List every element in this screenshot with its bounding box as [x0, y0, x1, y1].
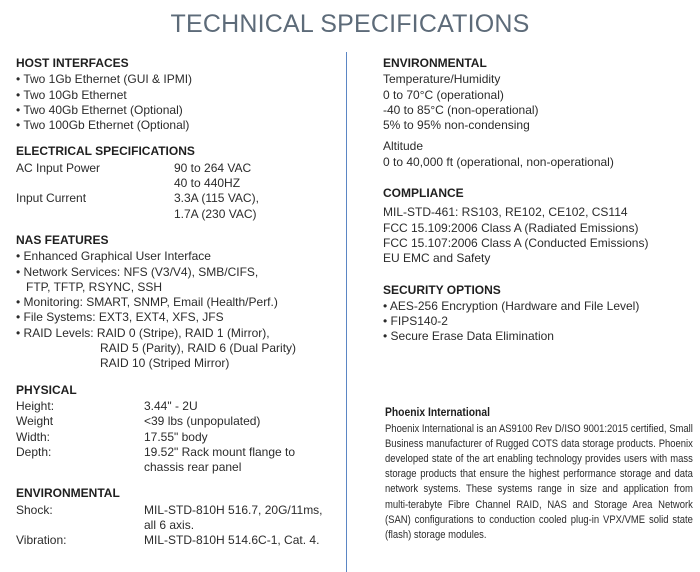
- nas-feature-item: • Monitoring: SMART, SNMP, Email (Health/Perf.): [16, 295, 341, 310]
- host-interface-item: • Two 10Gb Ethernet: [16, 88, 341, 103]
- temperature-line: 0 to 70°C (operational): [383, 87, 504, 102]
- compliance-item: MIL-STD-461: RS103, RE102, CE102, CS114: [383, 205, 628, 220]
- environmental-right-section: [383, 56, 693, 170]
- nas-feature-item: • Enhanced Graphical User Interface: [16, 249, 341, 264]
- compliance-heading: COMPLIANCE: [383, 186, 464, 201]
- company-description: Phoenix International is an AS9100 Rev D/ISO 9001:2015 certified, Small Business manufacturer of Rugged COTS data storage products. Phoenix developed state of the art enabling technology provides users with mass storage products that ensure the highest performance storage and data network systems. These systems range in size and application from multi-terabyte Fibre Channel RAID, NAS and Storage Area Network (SAN) configurations to conduction cooled plug-in VPX/VME solid state (flash) storage modules.: [385, 423, 693, 541]
- company-blurb: [385, 405, 693, 543]
- temperature-line: -40 to 85°C (non-operational): [383, 102, 539, 117]
- nas-feature-continuation: RAID 5 (Parity), RAID 6 (Dual Parity): [100, 341, 297, 356]
- nas-feature-continuation: FTP, TFTP, RSYNC, SSH: [26, 279, 163, 294]
- security-section: [383, 283, 693, 345]
- column-divider: [346, 52, 347, 572]
- depth-value: [144, 445, 341, 476]
- environmental-right-heading: ENVIRONMENTAL: [383, 56, 487, 70]
- compliance-item: FCC 15.107:2006 Class A (Conducted Emissions): [383, 235, 649, 250]
- shock-row: [16, 503, 341, 534]
- host-interface-item: • Two 100Gb Ethernet (Optional): [16, 118, 341, 133]
- host-interface-item: • Two 40Gb Ethernet (Optional): [16, 103, 341, 118]
- shock-value-line: MIL-STD-810H 516.7, 20G/11ms,: [144, 502, 323, 517]
- shock-value: [144, 503, 341, 534]
- host-interfaces-heading: HOST INTERFACES: [16, 56, 129, 70]
- ac-input-row: [16, 161, 341, 192]
- compliance-item: FCC 15.109:2006 Class A (Radiated Emissions): [383, 220, 639, 235]
- depth-label: Depth:: [16, 444, 52, 459]
- input-current-label: Input Current: [16, 191, 87, 206]
- height-value: 3.44" - 2U: [144, 398, 198, 413]
- input-current-value: [174, 191, 341, 222]
- environmental-left-section: [16, 486, 341, 548]
- depth-row: [16, 445, 341, 476]
- nas-features-section: [16, 233, 341, 372]
- shock-label: Shock:: [16, 502, 53, 517]
- input-current-row: [16, 191, 341, 222]
- ac-input-value: [174, 161, 341, 192]
- nas-feature-item: • RAID Levels: RAID 0 (Stripe), RAID 1 (Mirror),: [16, 326, 341, 341]
- input-current-value-line: 1.7A (230 VAC): [174, 206, 257, 221]
- weight-label: Weight: [16, 414, 54, 429]
- shock-value-line: all 6 axis.: [144, 518, 195, 533]
- altitude-heading: Altitude: [383, 139, 424, 154]
- security-item: • Secure Erase Data Elimination: [383, 329, 693, 344]
- weight-value: <39 lbs (unpopulated): [144, 414, 261, 429]
- nas-feature-item: • Network Services: NFS (V3/V4), SMB/CIFS,: [16, 265, 341, 280]
- compliance-section: [383, 186, 693, 266]
- depth-value-line: 19.52" Rack mount flange to: [144, 444, 296, 459]
- temperature-line: 5% to 95% non-condensing: [383, 118, 530, 133]
- vibration-label: Vibration:: [16, 533, 67, 548]
- right-column: [383, 56, 693, 356]
- ac-input-value-line: 90 to 264 VAC: [174, 160, 252, 175]
- electrical-heading: ELECTRICAL SPECIFICATIONS: [16, 144, 195, 159]
- nas-features-heading: NAS FEATURES: [16, 232, 109, 247]
- security-heading: SECURITY OPTIONS: [383, 282, 501, 297]
- nas-feature-item: • File Systems: EXT3, EXT4, XFS, JFS: [16, 310, 341, 325]
- width-row: [16, 430, 341, 445]
- host-interfaces-section: [16, 56, 341, 133]
- width-label: Width:: [16, 429, 51, 444]
- height-row: [16, 399, 341, 414]
- page-title: TECHNICAL SPECIFICATIONS: [170, 10, 530, 38]
- electrical-section: [16, 144, 341, 221]
- vibration-value: MIL-STD-810H 514.6C-1, Cat. 4.: [144, 533, 320, 548]
- ac-input-value-line: 40 to 440HZ: [174, 176, 241, 191]
- physical-section: [16, 383, 341, 476]
- physical-heading: PHYSICAL: [16, 382, 77, 397]
- ac-input-label: AC Input Power: [16, 160, 101, 175]
- security-item: • AES-256 Encryption (Hardware and File Level): [383, 299, 693, 314]
- compliance-item: EU EMC and Safety: [383, 251, 491, 266]
- environmental-left-heading: ENVIRONMENTAL: [16, 486, 120, 501]
- height-label: Height:: [16, 398, 55, 413]
- input-current-value-line: 3.3A (115 VAC),: [174, 191, 259, 206]
- depth-value-line: chassis rear panel: [144, 460, 242, 475]
- temperature-heading: Temperature/Humidity: [383, 72, 501, 87]
- nas-feature-continuation: RAID 10 (Striped Mirror): [100, 356, 230, 371]
- weight-row: [16, 414, 341, 429]
- company-heading: Phoenix International: [385, 405, 490, 419]
- security-item: • FIPS140-2: [383, 314, 693, 329]
- altitude-line: 0 to 40,000 ft (operational, non-operational): [383, 154, 614, 169]
- vibration-row: [16, 533, 341, 548]
- left-column: [16, 56, 341, 560]
- width-value: 17.55" body: [144, 429, 208, 444]
- host-interface-item: • Two 1Gb Ethernet (GUI & IPMI): [16, 72, 341, 87]
